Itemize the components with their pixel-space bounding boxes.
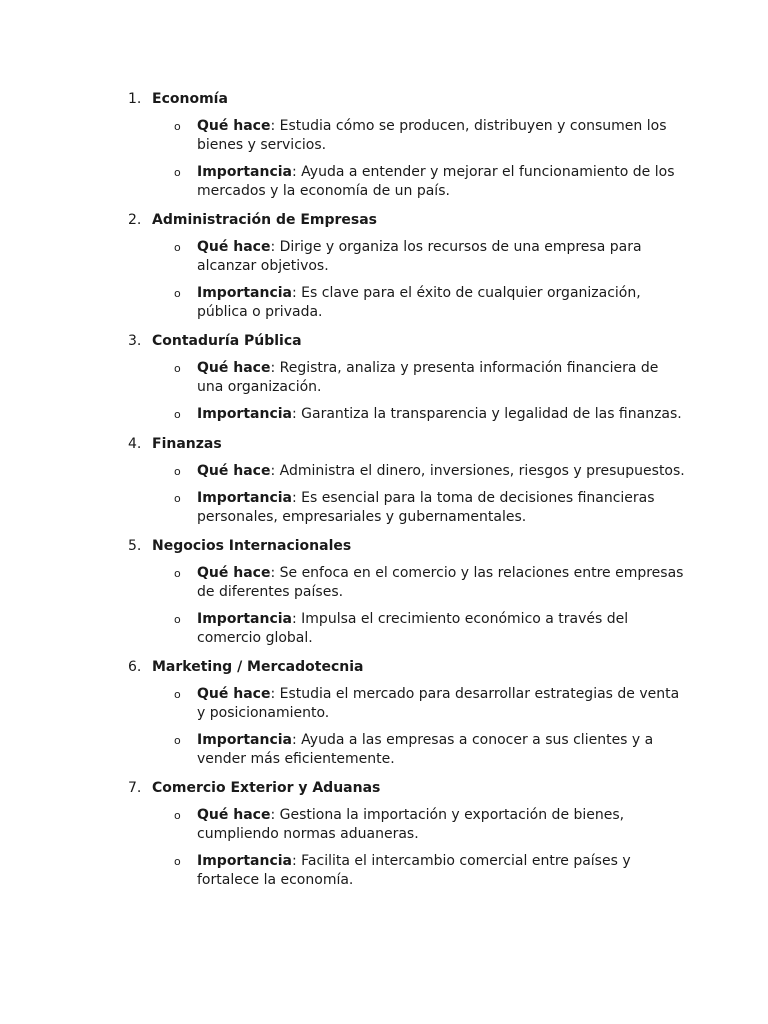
detail-importancia bbox=[128, 405, 688, 424]
field-item bbox=[128, 778, 688, 889]
field-name: Economía bbox=[152, 91, 228, 107]
detail-importancia bbox=[128, 610, 688, 647]
circle-bullet-icon: o bbox=[174, 567, 181, 580]
field-heading bbox=[128, 434, 688, 454]
field-details bbox=[128, 685, 688, 768]
field-number: 4. bbox=[128, 435, 142, 452]
detail-label: Qué hace bbox=[197, 239, 271, 255]
circle-bullet-icon: o bbox=[174, 120, 181, 133]
field-heading bbox=[128, 331, 688, 351]
field-item bbox=[128, 657, 688, 768]
field-name: Contaduría Pública bbox=[152, 333, 302, 349]
detail-importancia bbox=[128, 163, 688, 200]
detail-label: Importancia bbox=[197, 611, 292, 627]
field-name: Marketing / Mercadotecnia bbox=[152, 659, 364, 675]
circle-bullet-icon: o bbox=[174, 241, 181, 254]
field-name: Administración de Empresas bbox=[152, 212, 378, 228]
field-item bbox=[128, 434, 688, 527]
field-heading bbox=[128, 778, 688, 798]
field-heading bbox=[128, 657, 688, 677]
circle-bullet-icon: o bbox=[174, 287, 181, 300]
field-number: 6. bbox=[128, 659, 142, 675]
detail-label: Qué hace bbox=[197, 565, 271, 581]
detail-text: : Impulsa el crecimiento económico a través del comercio global. bbox=[197, 611, 629, 646]
detail-label: Qué hace bbox=[197, 686, 271, 702]
field-details bbox=[128, 117, 688, 200]
field-number: 3. bbox=[128, 333, 142, 349]
detail-label: Importancia bbox=[197, 164, 292, 180]
detail-importancia bbox=[128, 489, 688, 526]
field-details bbox=[128, 359, 688, 424]
circle-bullet-icon: o bbox=[174, 613, 181, 626]
circle-bullet-icon: o bbox=[174, 166, 181, 179]
detail-text: : Se enfoca en el comercio y las relaciones entre empresas de diferentes países. bbox=[197, 565, 684, 600]
circle-bullet-icon: o bbox=[174, 408, 181, 421]
detail-text: : Es clave para el éxito de cualquier organización, pública o privada. bbox=[197, 285, 641, 320]
detail-text: : Dirige y organiza los recursos de una empresa para alcanzar objetivos. bbox=[197, 239, 642, 274]
detail-label: Importancia bbox=[197, 406, 292, 422]
field-item bbox=[128, 331, 688, 424]
detail-importancia bbox=[128, 284, 688, 321]
detail-label: Qué hace bbox=[197, 360, 271, 376]
circle-bullet-icon: o bbox=[174, 362, 181, 375]
detail-importancia bbox=[128, 731, 688, 768]
detail-text: : Administra el dinero, inversiones, riesgos y presupuestos. bbox=[270, 462, 685, 479]
circle-bullet-icon: o bbox=[174, 464, 181, 478]
field-number: 2. bbox=[128, 212, 142, 228]
detail-que-hace bbox=[128, 685, 688, 722]
fields-list bbox=[128, 89, 688, 899]
circle-bullet-icon: o bbox=[174, 492, 181, 505]
field-details bbox=[128, 238, 688, 321]
field-name: Finanzas bbox=[152, 435, 222, 452]
detail-text: : Ayuda a las empresas a conocer a sus clientes y a vender más eficientemente. bbox=[197, 732, 654, 767]
detail-text: : Registra, analiza y presenta información financiera de una organización. bbox=[197, 360, 659, 395]
detail-text: : Estudia el mercado para desarrollar estrategias de venta y posicionamiento. bbox=[197, 686, 680, 721]
detail-label: Qué hace bbox=[197, 118, 271, 134]
detail-text: : Ayuda a entender y mejorar el funcionamiento de los mercados y la economía de un país. bbox=[197, 164, 675, 199]
field-heading bbox=[128, 89, 688, 109]
field-details bbox=[128, 462, 688, 527]
detail-text: : Facilita el intercambio comercial entre países y fortalece la economía. bbox=[197, 853, 631, 888]
circle-bullet-icon: o bbox=[174, 734, 181, 747]
circle-bullet-icon: o bbox=[174, 855, 181, 868]
detail-label: Qué hace bbox=[197, 807, 271, 823]
field-heading bbox=[128, 536, 688, 556]
detail-label: Importancia bbox=[197, 490, 292, 506]
detail-importancia bbox=[128, 852, 688, 889]
field-number: 5. bbox=[128, 538, 142, 554]
field-name: Comercio Exterior y Aduanas bbox=[152, 780, 381, 796]
detail-text: : Es esencial para la toma de decisiones financieras personales, empresariales y gubernamentales. bbox=[197, 490, 655, 525]
field-number: 7. bbox=[128, 780, 142, 796]
detail-que-hace bbox=[128, 462, 688, 481]
detail-que-hace bbox=[128, 806, 688, 843]
detail-label: Importancia bbox=[197, 285, 292, 301]
field-number: 1. bbox=[128, 91, 142, 107]
detail-text: : Garantiza la transparencia y legalidad de las finanzas. bbox=[292, 406, 682, 422]
detail-que-hace bbox=[128, 564, 688, 601]
field-item bbox=[128, 536, 688, 647]
detail-que-hace bbox=[128, 359, 688, 396]
field-heading bbox=[128, 210, 688, 230]
detail-que-hace bbox=[128, 238, 688, 275]
detail-label: Importancia bbox=[197, 853, 292, 869]
detail-text: : Estudia cómo se producen, distribuyen y consumen los bienes y servicios. bbox=[197, 118, 667, 153]
detail-label: Qué hace bbox=[197, 462, 271, 479]
field-item bbox=[128, 210, 688, 321]
circle-bullet-icon: o bbox=[174, 809, 181, 822]
detail-text: : Gestiona la importación y exportación de bienes, cumpliendo normas aduaneras. bbox=[197, 807, 625, 842]
field-name: Negocios Internacionales bbox=[152, 538, 352, 554]
field-details bbox=[128, 806, 688, 889]
circle-bullet-icon: o bbox=[174, 688, 181, 701]
detail-que-hace bbox=[128, 117, 688, 154]
field-details bbox=[128, 564, 688, 647]
detail-label: Importancia bbox=[197, 732, 292, 748]
field-item bbox=[128, 89, 688, 200]
